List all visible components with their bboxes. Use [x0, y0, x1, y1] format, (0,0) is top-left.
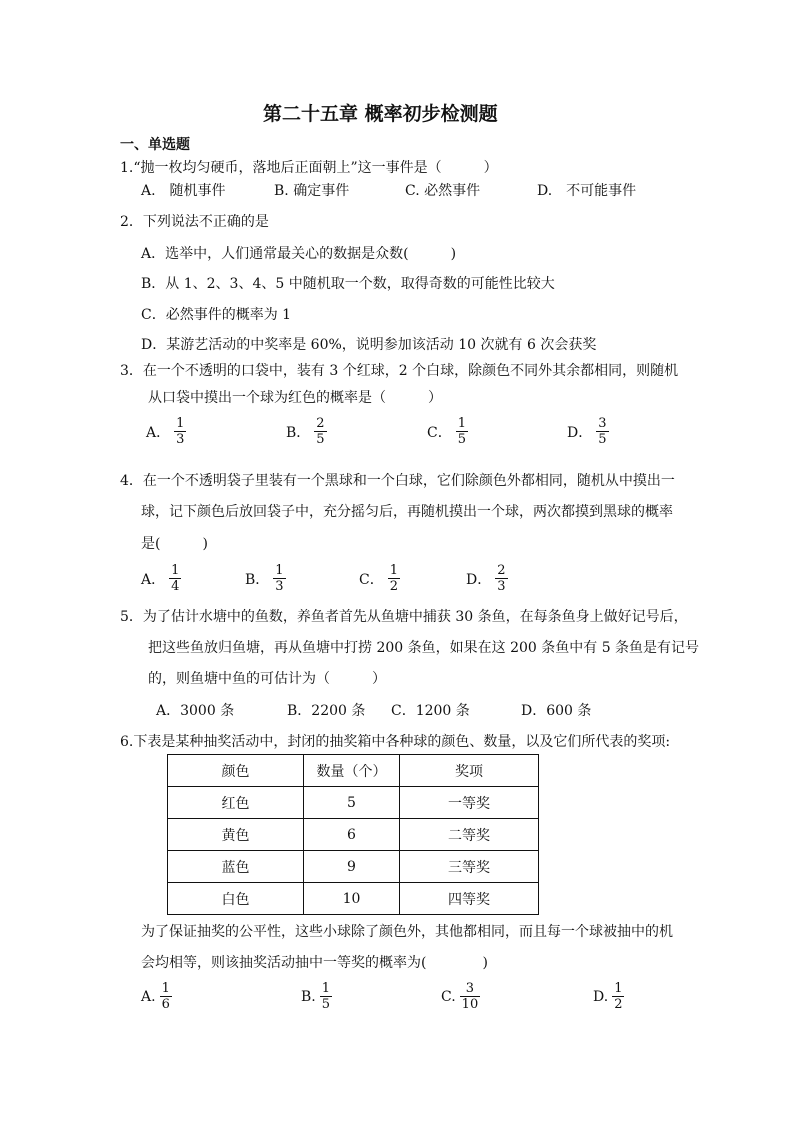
table-row [168, 851, 539, 883]
q5-option-d[interactable]: D．600 条 [521, 703, 592, 719]
fraction: $\frac{1}{2}$ [614, 981, 623, 1012]
q5-stem-line2: 把这些鱼放归鱼塘，再从鱼塘中打捞 200 条鱼，如果在这 200 条鱼中有 5 条鱼是有记号 [148, 640, 700, 656]
table-row [168, 819, 539, 851]
prize-table [167, 754, 539, 915]
q2-option-d[interactable]: D．某游艺活动的中奖率是 60%，说明参加该活动 10 次就有 6 次会获奖 [141, 337, 597, 353]
q6-stem: 6.下表是某种抽奖活动中，封闭的抽奖箱中各种球的颜色、数量，以及它们所代表的奖项: [120, 734, 671, 750]
fraction: $\frac{3}{10}$ [461, 981, 479, 1012]
fraction: $\frac{2}{5}$ [316, 416, 325, 447]
q4-stem-line1: 4．在一个不透明袋子里装有一个黑球和一个白球，它们除颜色外都相同，随机从中摸出一 [120, 473, 675, 489]
q6-option-d[interactable]: D. $\frac{1}{2}$ [593, 981, 623, 1012]
q3-option-c[interactable]: C． $\frac{1}{5}$ [427, 416, 466, 447]
q3-option-d[interactable]: D． $\frac{3}{5}$ [567, 416, 607, 447]
page-title: 第二十五章 概率初步检测题 [263, 103, 498, 125]
table-cell: 黄色 [168, 819, 304, 851]
q5-option-c[interactable]: C．1200 条 [391, 703, 470, 719]
table-cell: 红色 [168, 787, 304, 819]
fraction: $\frac{1}{3}$ [176, 416, 185, 447]
q3-stem-line1: 3．在一个不透明的口袋中，装有 3 个红球，2 个白球，除颜色不同外其余都相同，则随机 [120, 363, 679, 379]
table-header: 奖项 [400, 755, 539, 787]
fraction: $\frac{2}{3}$ [497, 563, 506, 594]
fraction: $\frac{1}{6}$ [161, 981, 170, 1012]
table-cell: 10 [304, 883, 400, 915]
section-heading: 一、单选题 [120, 137, 190, 153]
table-header-row [168, 755, 539, 787]
q4-stem-line3: 是( ) [141, 536, 208, 552]
fraction: $\frac{1}{5}$ [321, 981, 331, 1012]
q1-option-c[interactable]: C. 必然事件 [405, 183, 481, 199]
table-cell: 三等奖 [400, 851, 539, 883]
table-cell: 四等奖 [400, 883, 539, 915]
table-row [168, 883, 539, 915]
q2-option-b[interactable]: B．从 1、2、3、4、5 中随机取一个数，取得奇数的可能性比较大 [141, 276, 555, 292]
fraction: $\frac{1}{4}$ [171, 563, 180, 594]
fraction: $\frac{1}{2}$ [389, 563, 398, 594]
q6-option-b[interactable]: B. $\frac{1}{5}$ [301, 981, 331, 1012]
table-cell: 6 [304, 819, 400, 851]
table-cell: 白色 [168, 883, 304, 915]
q4-option-c[interactable]: C． $\frac{1}{2}$ [359, 563, 398, 594]
q1-stem: 1.“抛一枚均匀硬币，落地后正面朝上”这一事件是（ ） [120, 160, 498, 176]
q4-option-b[interactable]: B． $\frac{1}{3}$ [245, 563, 284, 594]
fraction: $\frac{3}{5}$ [598, 416, 607, 447]
table-cell: 二等奖 [400, 819, 539, 851]
q5-stem-line3: 的，则鱼塘中鱼的可估计为（ ） [148, 671, 386, 687]
table-cell: 一等奖 [400, 787, 539, 819]
q5-option-b[interactable]: B．2200 条 [287, 703, 366, 719]
table-header: 颜色 [168, 755, 304, 787]
q4-option-d[interactable]: D． $\frac{2}{3}$ [466, 563, 506, 594]
q1-option-b[interactable]: B. 确定事件 [274, 183, 350, 199]
table-row [168, 787, 539, 819]
q3-option-b[interactable]: B． $\frac{2}{5}$ [286, 416, 325, 447]
q6-stem-line2: 为了保证抽奖的公平性，这些小球除了颜色外，其他都相同，而且每一个球被抽中的机 [141, 924, 673, 940]
q2-option-c[interactable]: C．必然事件的概率为 1 [141, 307, 292, 323]
q4-stem-line2: 球，记下颜色后放回袋子中，充分摇匀后，再随机摸出一个球，两次都摸到黑球的概率 [141, 504, 673, 520]
q6-option-c[interactable]: C. $\frac{3}{10}$ [441, 981, 479, 1012]
fraction: $\frac{1}{3}$ [275, 563, 284, 594]
table-cell: 9 [304, 851, 400, 883]
table-cell: 蓝色 [168, 851, 304, 883]
q3-stem-line2: 从口袋中摸出一个球为红色的概率是（ ） [148, 390, 442, 406]
fraction: $\frac{1}{5}$ [457, 416, 466, 447]
q3-option-a[interactable]: A． $\frac{1}{3}$ [146, 416, 185, 447]
q4-option-a[interactable]: A． $\frac{1}{4}$ [141, 563, 180, 594]
q1-option-d[interactable]: D. 不可能事件 [537, 183, 637, 199]
q5-stem-line1: 5．为了估计水塘中的鱼数，养鱼者首先从鱼塘中捕获 30 条鱼，在每条鱼身上做好记号后， [120, 609, 688, 625]
q2-stem: 2．下列说法不正确的是 [120, 214, 269, 230]
q2-option-a[interactable]: A．选举中，人们通常最关心的数据是众数( ) [141, 246, 457, 262]
q1-option-a[interactable]: A. 随机事件 [141, 183, 226, 199]
table-header: 数量（个） [304, 755, 400, 787]
q5-option-a[interactable]: A．3000 条 [156, 703, 235, 719]
q6-option-a[interactable]: A. $\frac{1}{6}$ [141, 981, 170, 1012]
table-cell: 5 [304, 787, 400, 819]
q6-stem-line3: 会均相等，则该抽奖活动抽中一等奖的概率为( ) [141, 955, 488, 971]
